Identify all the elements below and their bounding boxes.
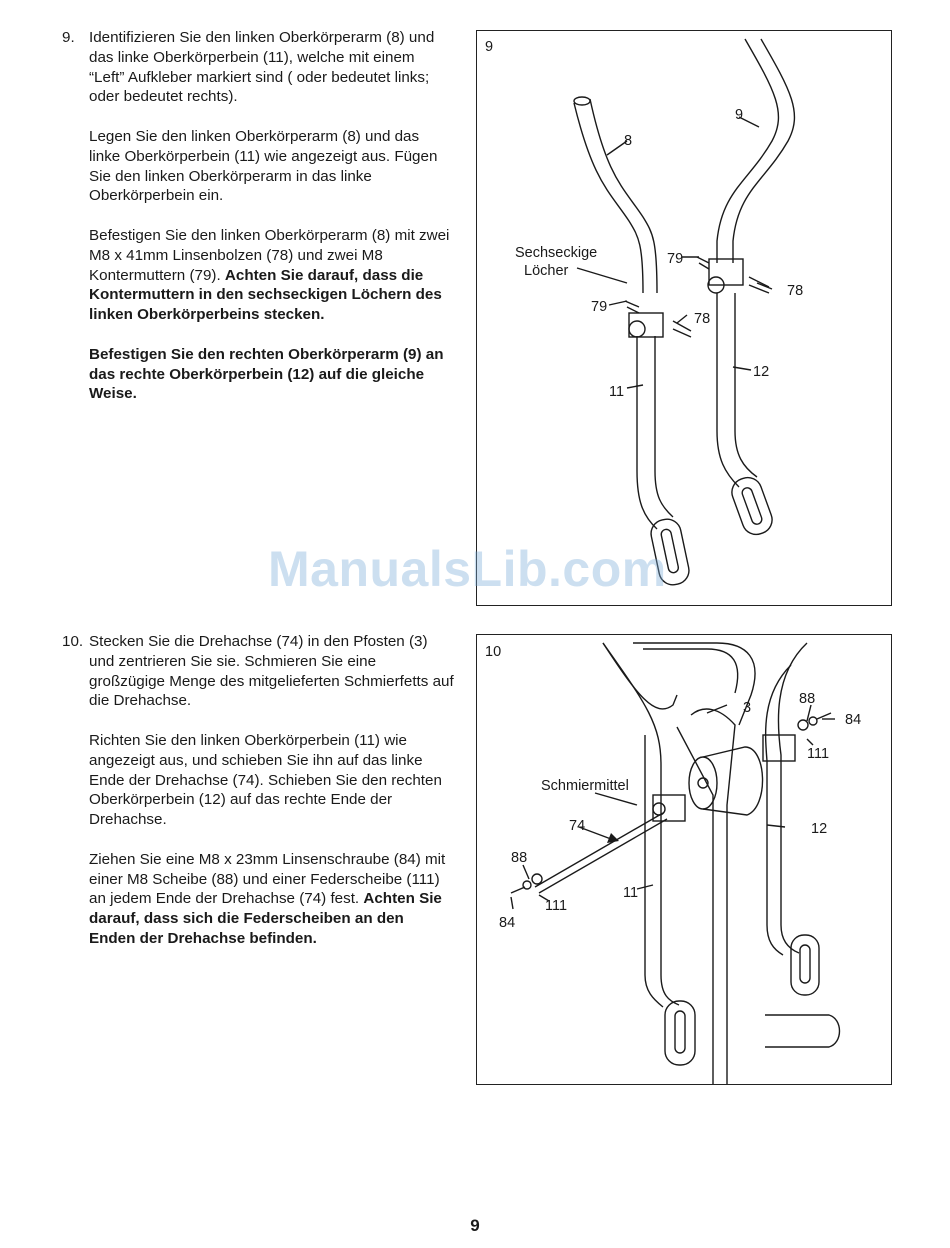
paragraph-emphasis: Achten Sie darauf, dass die Kontermuttern in den sechseckigen Löchern des linken Oberkörperbeins stecken. bbox=[89, 266, 442, 324]
step-number: 10. bbox=[62, 633, 84, 650]
callout-washer-left: 88 bbox=[511, 850, 528, 866]
callout-leg-left: 11 bbox=[623, 885, 639, 901]
paragraph-text: Ziehen Sie eine M8 x 23mm Linsenschraube (84) mit einer M8 Scheibe (88) und einer Federscheibe (111) an jedem Ende der Drehachse (74) fest. bbox=[89, 850, 446, 908]
step-paragraph bbox=[89, 226, 454, 325]
callout-arm-right: 9 bbox=[735, 107, 744, 123]
callout-axle: 74 bbox=[569, 818, 586, 834]
figure-number: 10 bbox=[485, 644, 502, 660]
callout-bolt-right: 78 bbox=[787, 283, 804, 299]
callout-hex-holes: Sechseckige bbox=[515, 245, 598, 261]
callout-grease: Schmiermittel bbox=[541, 778, 629, 794]
step-paragraph: Identifizieren Sie den linken Oberkörperarm (8) und das linke Oberkörperbein (11), welche mit einem “Left” Aufkleber markiert sind ( oder bedeutet links; oder bedeutet rechts). bbox=[89, 29, 435, 106]
assembly-lines bbox=[511, 643, 840, 1084]
step-paragraph bbox=[89, 345, 454, 404]
callout-hex-holes: Löcher bbox=[524, 263, 569, 279]
callout-labels bbox=[515, 107, 803, 400]
callout-screw-left: 84 bbox=[499, 915, 516, 931]
step-10-instructions bbox=[62, 632, 454, 969]
watermark: ManualsLib.com bbox=[268, 541, 667, 597]
figure-9 bbox=[476, 30, 892, 606]
paragraph-text: Befestigen Sie den linken Oberkörperarm (8) mit zwei M8 x 41mm Linsenbolzen (78) und zwei M8 Kontermuttern (79). bbox=[89, 226, 450, 284]
step-paragraph bbox=[89, 850, 454, 949]
callout-screw-right: 84 bbox=[845, 712, 862, 728]
callout-spring-washer-left: 111 bbox=[545, 898, 568, 914]
callout-washer-right: 88 bbox=[799, 691, 816, 707]
paragraph-emphasis: Befestigen Sie den rechten Oberkörperarm (9) an das rechte Oberkörperbein (12) auf die gleiche Weise. bbox=[89, 345, 444, 403]
step-paragraph: Richten Sie den linken Oberkörperbein (11) wie angezeigt aus, und schieben Sie ihn auf das linke Ende der Drehachse (74). Schieben Sie den rechten Oberkörperbein (12) auf das rechte Ende der Drehachse. bbox=[89, 731, 442, 829]
paragraph-emphasis: Achten Sie darauf, dass sich die Federscheiben an den Enden der Drehachse befinden. bbox=[89, 890, 442, 947]
callout-leg-right: 12 bbox=[811, 821, 828, 837]
step-number: 9. bbox=[62, 29, 75, 46]
figure-10 bbox=[476, 634, 892, 1085]
step-9-instructions bbox=[62, 28, 454, 424]
figure-10-drawing bbox=[477, 635, 891, 1084]
callout-nut-right: 79 bbox=[667, 251, 684, 267]
callout-post: 3 bbox=[743, 700, 752, 716]
step-paragraph: Stecken Sie die Drehachse (74) in den Pfosten (3) und zentrieren Sie sie. Schmieren Sie eine großzügige Menge des mitgelieferten Schmierfetts auf die Drehachse. bbox=[89, 633, 454, 710]
callout-nut-left: 79 bbox=[591, 299, 608, 315]
page-number: 9 bbox=[470, 1216, 480, 1235]
figure-9-drawing bbox=[477, 31, 891, 605]
callout-bolt-left: 78 bbox=[694, 311, 711, 327]
callout-leg-left: 11 bbox=[609, 384, 625, 400]
step-paragraph: Legen Sie den linken Oberkörperarm (8) und das linke Oberkörperbein (11) wie angezeigt aus. Fügen Sie den linken Oberkörperarm in das linke Oberkörperbein ein. bbox=[89, 127, 438, 205]
callout-spring-washer-right: 111 bbox=[807, 746, 830, 762]
callout-arm-left: 8 bbox=[624, 133, 633, 149]
figure-number: 9 bbox=[485, 39, 494, 55]
callout-leg-right: 12 bbox=[753, 364, 770, 380]
